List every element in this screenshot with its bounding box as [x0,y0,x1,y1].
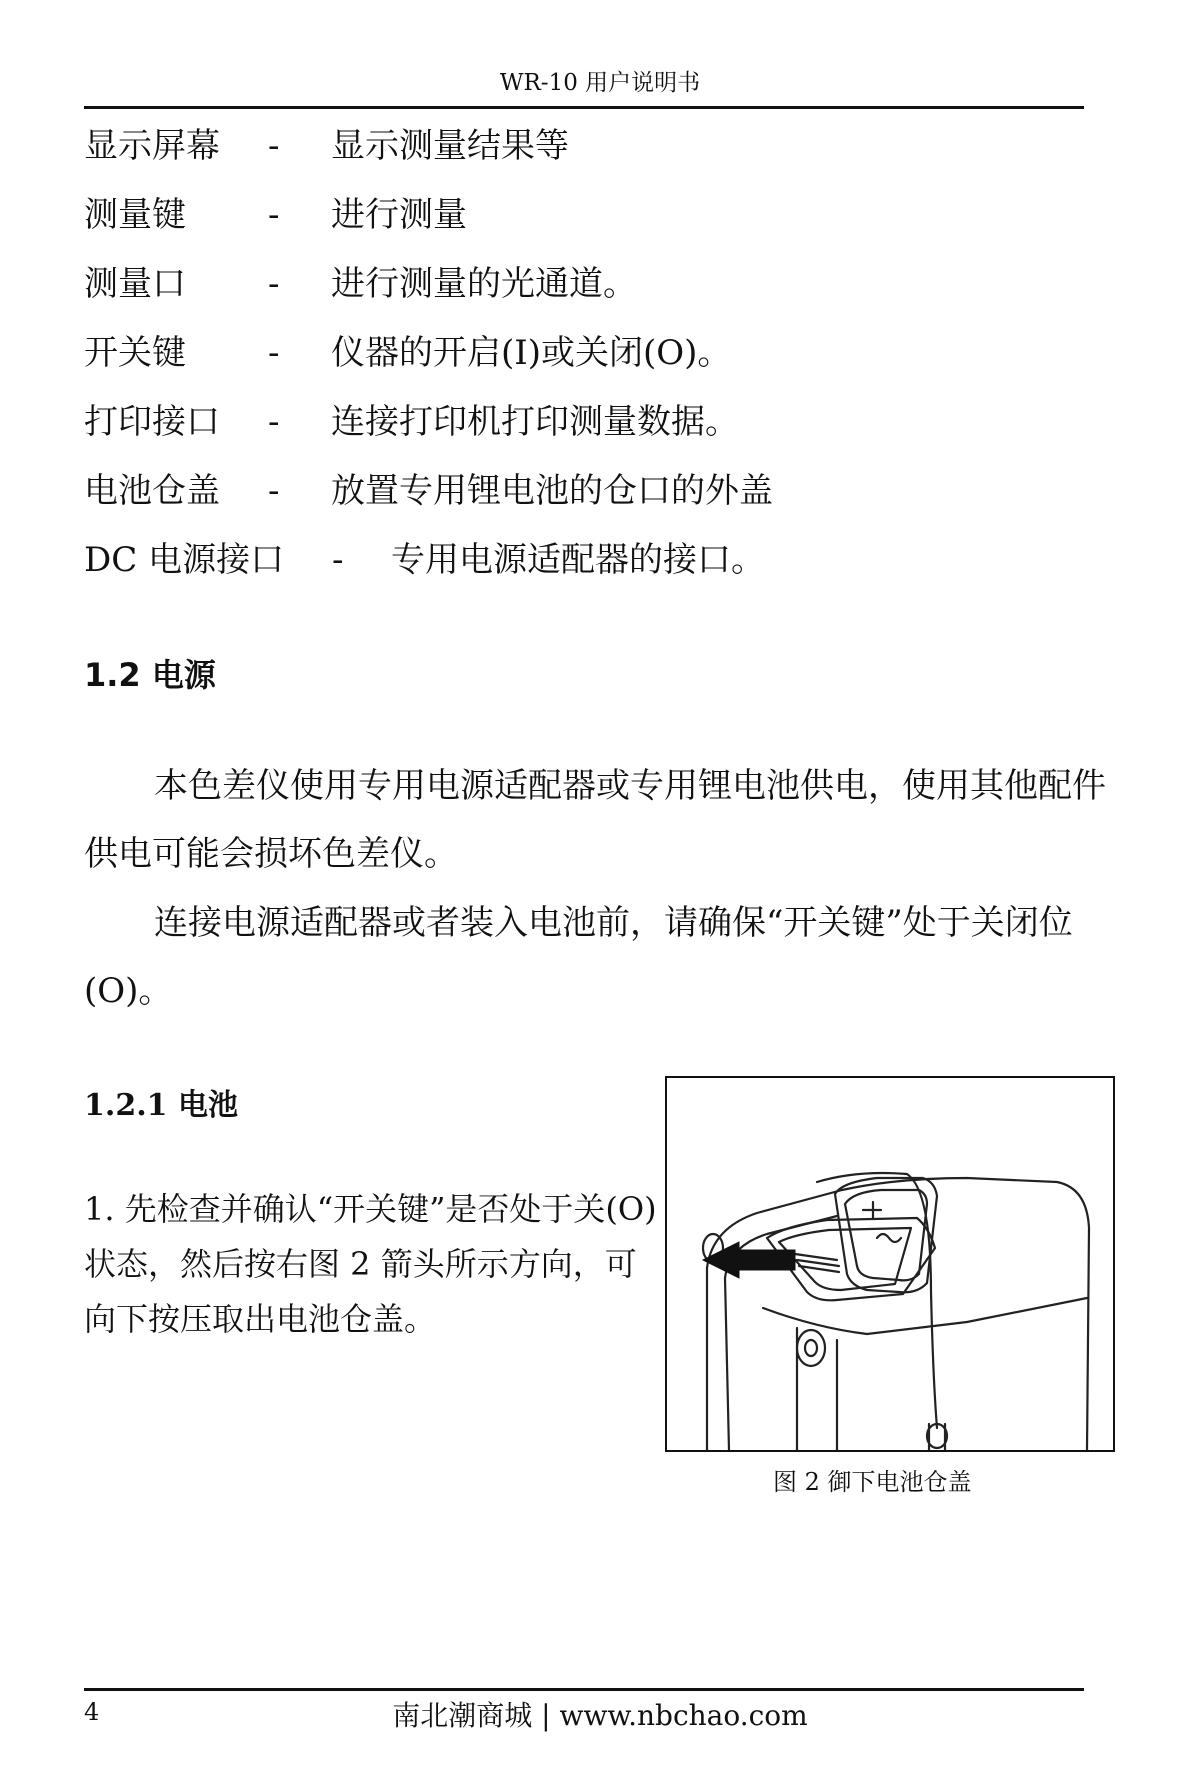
component-term: 电池仓盖 [84,471,220,511]
component-description: 进行测量 [331,195,467,235]
separator-dash: - [268,333,280,373]
page-number: 4 [84,1698,100,1726]
component-term: 打印接口 [84,402,220,442]
arrow-icon [703,1242,795,1278]
component-term: 开关键 [84,333,186,373]
separator-dash: - [268,195,280,235]
component-description: 仪器的开启(I)或关闭(O)。 [331,333,732,373]
paragraph-power-usage: 本色差仪使用专用电源适配器或专用锂电池供电，使用其他配件供电可能会损坏色差仪。 [84,766,1106,874]
component-term: DC 电源接口 [84,540,285,580]
separator-dash: - [332,540,344,580]
component-description: 连接打印机打印测量数据。 [331,402,739,442]
device-illustration [667,1078,1113,1450]
separator-dash: - [268,402,280,442]
separator-dash: - [268,264,280,304]
figure-caption: 图 2 御下电池仓盖 [773,1468,972,1496]
section-heading-power: 1.2 电源 [84,656,216,694]
footer-site-text: 南北潮商城 | www.nbchao.com [392,1699,808,1732]
page-header-title: WR-10 用户说明书 [499,70,701,96]
paragraph-power-warning: 连接电源适配器或者装入电池前，请确保“开关键”处于关闭位(O)。 [84,903,1073,1011]
component-description: 进行测量的光通道。 [331,264,637,304]
figure-battery-cover [665,1076,1115,1452]
component-term: 测量口 [84,264,186,304]
component-description: 专用电源适配器的接口。 [391,540,765,580]
component-description: 显示测量结果等 [331,126,569,166]
component-term: 测量键 [84,195,186,235]
footer-rule [84,1688,1084,1691]
separator-dash: - [268,126,280,166]
section-heading-battery: 1.2.1 电池 [84,1088,238,1123]
separator-dash: - [268,471,280,511]
component-term: 显示屏幕 [84,126,220,166]
header-rule [84,106,1084,109]
battery-step-1: 1. 先检查并确认“开关键”是否处于关(O)状态，然后按右图 2 箭头所示方向，可向下按压取出电池仓盖。 [84,1190,657,1338]
component-description: 放置专用锂电池的仓口的外盖 [331,471,773,511]
